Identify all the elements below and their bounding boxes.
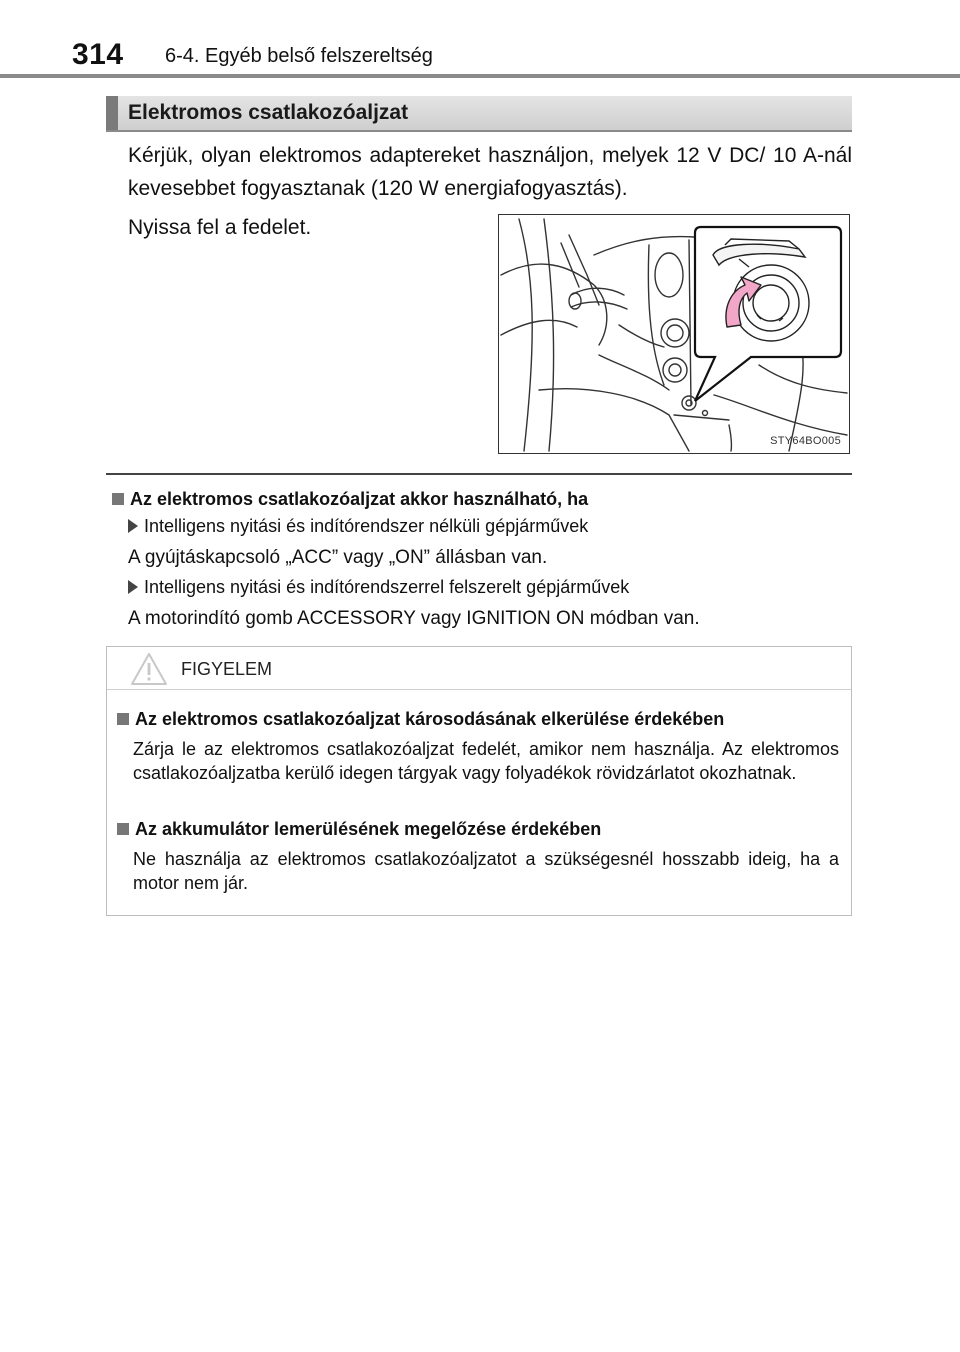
step-instruction: Nyissa fel a fedelet. — [128, 216, 312, 239]
usage-heading-text: Az elektromos csatlakozóaljzat akkor használható, ha — [130, 489, 589, 509]
header-rule — [0, 74, 960, 78]
triangle-bullet-icon — [128, 519, 138, 533]
vehicle-type-item — [128, 516, 588, 537]
section-divider — [106, 473, 852, 475]
triangle-bullet-icon — [128, 580, 138, 594]
usage-heading — [112, 489, 588, 510]
figure-code: STY64BO005 — [770, 435, 841, 447]
warning-item-text: Zárja le az elektromos csatlakozóaljzat fedelét, amikor nem használja. Az elektromos csatlakozóaljzatba kerülő idegen tárgyak vagy folyadékok rövidzárlatot okozhatnak. — [133, 739, 839, 783]
square-bullet-icon — [112, 493, 124, 505]
page-number: 314 — [72, 38, 124, 71]
condition-text: A motorindító gomb ACCESSORY vagy IGNITION ON módban van. — [128, 608, 700, 629]
warning-box — [106, 646, 852, 916]
square-bullet-icon — [117, 713, 129, 725]
section-title: Elektromos csatlakozóaljzat — [128, 101, 409, 124]
warning-item-text: Ne használja az elektromos csatlakozóaljzatot a szükségesnél hosszabb ideig, ha a motor nem jár. — [133, 849, 839, 893]
condition-text: A gyújtáskapcsoló „ACC” vagy „ON” állásban van. — [128, 547, 548, 568]
warning-item-heading — [117, 709, 724, 730]
section-title-bar — [106, 96, 852, 132]
warning-triangle-icon — [129, 651, 169, 687]
vehicle-type-text: Intelligens nyitási és indítórendszer nélküli gépjárművek — [144, 516, 589, 536]
page-header — [0, 0, 960, 80]
chapter-title: 6-4. Egyéb belső felszereltség — [165, 45, 433, 67]
power-outlet-illustration — [498, 214, 850, 454]
vehicle-type-text: Intelligens nyitási és indítórendszerrel felszerelt gépjárművek — [144, 577, 630, 597]
warning-item-heading — [117, 819, 601, 840]
vehicle-type-item — [128, 577, 629, 598]
warning-heading-text: Az elektromos csatlakozóaljzat károsodásának elkerülése érdekében — [135, 709, 725, 729]
warning-heading-text: Az akkumulátor lemerülésének megelőzése érdekében — [135, 819, 602, 839]
intro-paragraph: Kérjük, olyan elektromos adaptereket használjon, melyek 12 V DC/ 10 A-nál kevesebbet fogyasztanak (120 W energiafogyasztás). — [128, 144, 852, 200]
section-accent — [106, 96, 118, 130]
warning-header — [107, 647, 851, 690]
warning-label: FIGYELEM — [181, 659, 273, 679]
dashboard-drawing — [499, 215, 849, 453]
square-bullet-icon — [117, 823, 129, 835]
